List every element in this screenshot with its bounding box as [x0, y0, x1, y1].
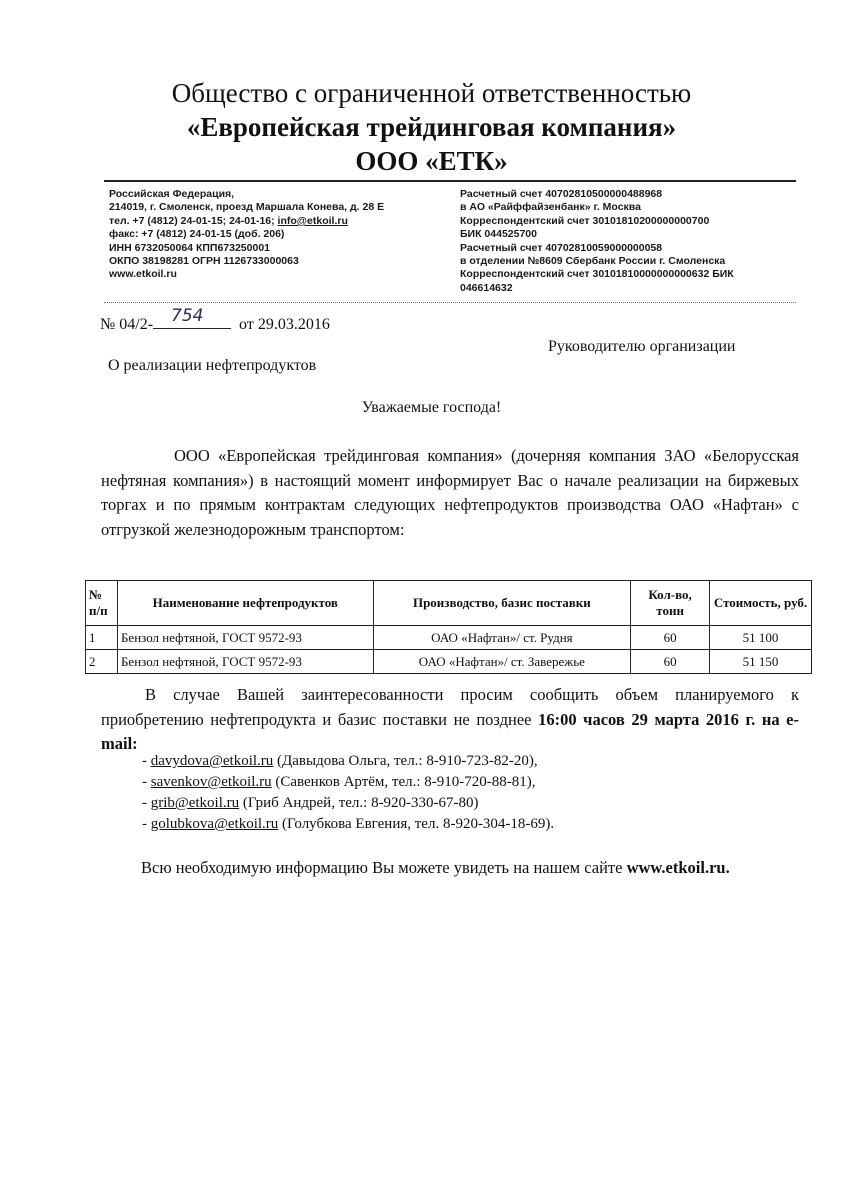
- bank-requisites: [460, 188, 800, 295]
- company-legal-form: Общество с ограниченной ответственностью: [171, 78, 692, 108]
- cell-origin: ОАО «Нафтан»/ ст. Рудня: [373, 626, 631, 650]
- header-rule: [104, 180, 796, 182]
- email-link[interactable]: davydova@etkoil.ru: [150, 753, 274, 769]
- fax: факс: +7 (4812) 24-01-15 (доб. 206): [109, 228, 285, 241]
- list-item: [142, 751, 554, 772]
- list-item: [142, 814, 554, 835]
- number-prefix: № 04/2-: [100, 316, 154, 333]
- bik-1: БИК 044525700: [460, 228, 537, 241]
- email-link[interactable]: savenkov@etkoil.ru: [150, 774, 272, 790]
- corr-account-2: Корреспондентский счет 30101810000000000632 БИК: [460, 268, 734, 281]
- cell-price: 51 150: [710, 650, 812, 674]
- list-item: [142, 772, 554, 793]
- document-number: [100, 306, 330, 335]
- bullet: -: [142, 753, 151, 769]
- request-paragraph: [101, 683, 799, 757]
- website-text: Всю необходимую информацию Вы можете увидеть на нашем сайте: [141, 858, 627, 877]
- document-date: от 29.03.2016: [239, 316, 330, 333]
- contact-details: (Голубкова Евгения, тел. 8-920-304-18-69).: [278, 816, 555, 832]
- website-paragraph: [101, 856, 799, 881]
- table-row: [86, 650, 812, 674]
- cell-quantity: 60: [631, 650, 710, 674]
- cell-origin: ОАО «Нафтан»/ ст. Завережье: [373, 650, 631, 674]
- account-1: Расчетный счет 40702810500000488968: [460, 188, 663, 200]
- bullet: -: [142, 816, 151, 832]
- bank-1: в АО «Райффайзенбанк» г. Москва: [460, 201, 641, 214]
- email-link[interactable]: golubkova@etkoil.ru: [150, 816, 279, 832]
- phones: тел. +7 (4812) 24-01-15; 24-01-16;: [109, 214, 278, 227]
- phone-line: [109, 215, 439, 228]
- col-header-product: Наименование нефтепродуктов: [117, 581, 373, 626]
- website-link[interactable]: www.etkoil.ru.: [626, 858, 730, 877]
- contact-details: (Савенков Артём, тел.: 8-910-720-88-81),: [271, 774, 536, 790]
- website-text: www.etkoil.ru: [109, 268, 177, 281]
- cell-number: 1: [86, 626, 118, 650]
- country: Российская Федерация,: [109, 188, 235, 200]
- company-requisites: [109, 188, 439, 282]
- bullet: -: [142, 774, 151, 790]
- bik-2: 046614632: [460, 281, 513, 294]
- col-header-price: Стоимость, руб.: [710, 581, 812, 626]
- intro-paragraph: ООО «Европейская трейдинговая компания» (дочерняя компания ЗАО «Белорусская нефтяная компания») в настоящий момент информирует Вас о начале реализации на биржевых торгах и по прямым контрактам следующих нефтепродуктов производства ОАО «Нафтан» с отгрузкой железнодорожным транспортом:: [101, 446, 799, 539]
- inn-kpp: ИНН 6732050064 КПП673250001: [109, 241, 271, 254]
- requisites-rule: [104, 302, 796, 303]
- cell-price: 51 100: [710, 626, 812, 650]
- col-header-quantity: Кол-во, тонн: [631, 581, 710, 626]
- cell-number: 2: [86, 650, 118, 674]
- company-name: «Европейская трейдинговая компания»: [186, 112, 677, 142]
- table-header-row: [86, 581, 812, 626]
- handwritten-number: 754: [171, 306, 204, 326]
- greeting: Уважаемые господа!: [361, 399, 502, 416]
- company-short-name: ООО «ЕТК»: [355, 146, 508, 176]
- col-header-origin: Производство, базис поставки: [373, 581, 631, 626]
- addressee: Руководителю организации: [548, 338, 736, 355]
- bullet: -: [142, 795, 151, 811]
- okpo-ogrn: ОКПО 38198281 ОГРН 1126733000063: [109, 255, 299, 268]
- contact-details: (Гриб Андрей, тел.: 8-920-330-67-80): [239, 795, 479, 811]
- col-header-number: № п/п: [86, 581, 118, 626]
- request-text: В случае Вашей заинтересованности просим сообщить объем планируемого к приобретению нефтепродукта и базис поставки не позднее: [101, 685, 799, 729]
- cell-product: Бензол нефтяной, ГОСТ 9572-93: [117, 650, 373, 674]
- contact-details: (Давыдова Ольга, тел.: 8-910-723-82-20),: [273, 753, 538, 769]
- address: 214019, г. Смоленск, проезд Маршала Конева, д. 28 Е: [109, 201, 385, 214]
- products-table: [85, 580, 812, 674]
- contacts-list: [142, 751, 554, 835]
- subject: О реализации нефтепродуктов: [108, 357, 317, 374]
- corr-account-1: Корреспондентский счет 30101810200000000700: [460, 214, 710, 227]
- account-2: Расчетный счет 40702810059000000058: [460, 241, 663, 254]
- cell-product: Бензол нефтяной, ГОСТ 9572-93: [117, 626, 373, 650]
- list-item: [142, 793, 554, 814]
- cell-quantity: 60: [631, 626, 710, 650]
- number-blank: [153, 306, 231, 329]
- table-row: [86, 626, 812, 650]
- info-email-link[interactable]: info@etkoil.ru: [277, 214, 348, 227]
- deadline-text: 16:00 часов 29 марта 2016 г. на e-mail:: [101, 709, 799, 753]
- bank-2: в отделении №8609 Сбербанк России г. Смоленска: [460, 255, 726, 268]
- email-link[interactable]: grib@etkoil.ru: [150, 795, 240, 811]
